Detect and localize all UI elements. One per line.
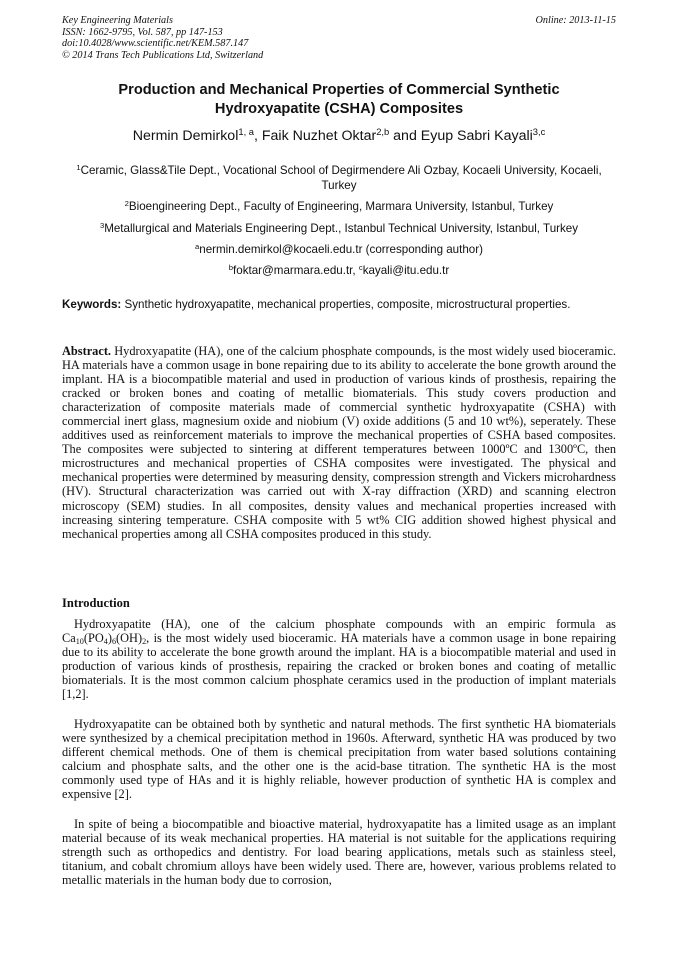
affil-text: Ceramic, Glass&Tile Dept., Vocational School of Degirmendere Ali Ozbay, Kocaeli University, Kocaeli, Turkey [80, 164, 602, 192]
abstract-text: Hydroxyapatite (HA), one of the calcium phosphate compounds, is the most widely used bioceramic. HA materials have a common usage in bone repairing due to its ability to accelerate the bone growth around the implant. HA is a biocompatible material and used in production of various kinds of prosthesis, repairing the cracked or broken bones and coating of metallic biomaterials. This study covers production and characterization of composite materials made of commercial synthetic hydroxyapatite (CSHA) with commercial inert glass, magnesium oxide and niobium (V) oxide additions (5 and 10 wt%), seperately. These additives used as reinforcement materials to improve the mechanical properties of CSHA based composites. The composites were subjected to sintering at different temperatures between 1000ºC and 1300ºC, then microstructures and mechanical properties of CSHA composites were investigated. The physical and mechanical properties were determined by measuring density, compression strength and Vickers microhardness (HV). Structural characterization was carried out with X-ray diffraction (XRD) and scanning electron microscopy (SEM) studies. In all composites, density values and mechanical properties increased with increasing sintering temperature. CSHA composite with 5 wt% CIG addition showed highest physical and mechanical properties among all CSHA composites produced in this study. [62, 344, 616, 541]
affil-sup: 1 [76, 162, 81, 172]
formula-sub: 6 [111, 637, 117, 647]
author-name: Nermin Demirkol [132, 128, 239, 144]
affil-sup: 2 [124, 198, 129, 208]
formula-sub: 2 [142, 637, 147, 647]
affiliation-2 [62, 199, 616, 214]
author-list [62, 127, 616, 145]
keywords [62, 298, 616, 312]
doi-line: doi:10.4028/www.scientific.net/KEM.587.147 [62, 38, 249, 50]
p1-text: (PO [83, 631, 104, 646]
title-line-1: Production and Mechanical Properties of Commercial Synthetic [118, 82, 560, 98]
title-line-2: Hydroxyapatite (CSHA) Composites [214, 100, 464, 117]
keywords-text: Synthetic hydroxyapatite, mechanical properties, composite, microstructural properties. [121, 298, 571, 311]
affil-text: Metallurgical and Materials Engineering Dept., Istanbul Technical University, Istanbul, Turkey [104, 222, 579, 235]
abstract [62, 344, 616, 541]
email-line-1 [62, 242, 616, 257]
email-text: kayali@itu.edu.tr [362, 264, 450, 277]
email-text: nermin.demirkol@kocaeli.edu.tr (corresponding author) [199, 243, 483, 256]
issn-line: ISSN: 1662-9795, Vol. 587, pp 147-153 [62, 26, 223, 38]
affiliation-1 [62, 163, 616, 193]
online-date: Online: 2013-11-15 [535, 15, 616, 26]
email-line-2 [62, 263, 616, 278]
email-sup: c [358, 262, 363, 272]
author-separator: , [253, 128, 262, 144]
section-heading-introduction: Introduction [62, 596, 130, 610]
keywords-label: Keywords: [62, 298, 122, 311]
affil-sup: 3 [99, 220, 105, 230]
paper-title [62, 81, 616, 118]
author-affil-sup: 1, a [238, 126, 254, 137]
journal-header [62, 15, 616, 61]
email-sup: b [228, 262, 234, 272]
abstract-label: Abstract. [62, 344, 112, 358]
affiliation-3 [62, 221, 616, 236]
email-sup: a [195, 241, 200, 251]
formula-sub: 4 [103, 637, 108, 647]
formula-sub: 10 [75, 637, 84, 647]
affil-text: Bioengineering Dept., Faculty of Engineering, Marmara University, Istanbul, Turkey [128, 200, 554, 213]
author-affil-sup: 3,c [532, 126, 546, 137]
intro-paragraph-1 [62, 617, 616, 701]
author-name: Eyup Sabri Kayali [420, 128, 533, 144]
email-text: foktar@marmara.edu.tr, [233, 264, 359, 277]
author-affil-sup: 2,b [376, 126, 390, 137]
p1-text: , is the most widely used bioceramic. HA materials have a common usage in bone repairing due to its ability to accelerate the bone growth around the implant. HA is a biocompatible material and used in production of various kinds of prosthesis, repairing the cracked or broken bones and coating of metallic biomaterials. It is the most common calcium phosphate ceramics used in the production of implant materials [1,2]. [62, 631, 616, 702]
p1-text: (OH) [116, 631, 143, 646]
p1-text: ) [107, 631, 112, 646]
journal-name: Key Engineering Materials [62, 15, 173, 26]
author-and: and [389, 128, 421, 144]
copyright-line: © 2014 Trans Tech Publications Ltd, Switzerland [62, 49, 264, 61]
intro-paragraph-2: Hydroxyapatite can be obtained both by synthetic and natural methods. The first synthetic HA biomaterials were synthesized by a chemical precipitation method in 1960s. Afterward, synthetic HA was produced by two different chemical methods. One of them is chemical precipitation from water based solutions containing calcium and phosphate salts, and the other one is the acid-base titration. The synthetic HA is the most commonly used type of HAs and it is highly reliable, however production of synthetic HA is complex and expensive [2]. [62, 717, 616, 802]
intro-paragraph-3: In spite of being a biocompatible and bioactive material, hydroxyapatite has a limited usage as an implant material because of its weak mechanical properties. HA material is not suitable for the applications requiring strength such as orthopedics and dentistry. For load bearing applications, metals such as stainless steel, titanium, and cobalt chromium alloys have been widely used. There are, however, various problems related to metallic materials in the human body due to corrosion, [62, 817, 616, 888]
author-name: Faik Nuzhet Oktar [261, 128, 377, 144]
p1-text: Hydroxyapatite (HA), one of the calcium phosphate compounds with an empiric formula as Ca [62, 617, 616, 646]
